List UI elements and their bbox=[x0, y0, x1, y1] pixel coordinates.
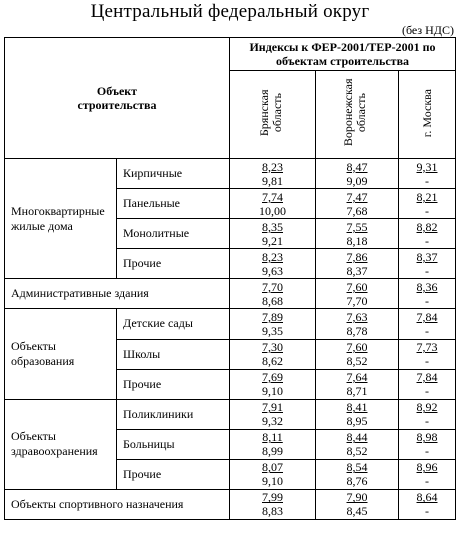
index-value-cell bbox=[316, 459, 399, 489]
index-value-bottom: - bbox=[425, 444, 429, 459]
index-value-bottom: 8,52 bbox=[346, 444, 368, 459]
subtype-cell bbox=[117, 429, 230, 459]
region-label-voronezh: Воронежская область bbox=[341, 78, 368, 147]
object-name-cell bbox=[5, 159, 117, 279]
index-value-top: 7,99 bbox=[262, 490, 283, 505]
header-object-label: Объект строительства bbox=[77, 84, 157, 113]
subtype-label: Прочие bbox=[123, 466, 162, 481]
index-value-top: 7,47 bbox=[346, 189, 368, 204]
index-value-bottom: 8,99 bbox=[262, 444, 283, 459]
object-name-cell bbox=[5, 279, 230, 309]
subtype-cell bbox=[117, 159, 230, 189]
index-value-bottom: 7,68 bbox=[346, 203, 368, 218]
index-value-bottom: - bbox=[425, 263, 429, 278]
index-value-cell bbox=[399, 489, 456, 519]
index-value-cell bbox=[230, 309, 316, 339]
index-value-top: 9,31 bbox=[416, 159, 438, 174]
index-value-bottom: 7,70 bbox=[346, 293, 368, 308]
index-value-pair bbox=[316, 249, 398, 278]
index-value-cell bbox=[316, 429, 399, 459]
index-value-pair bbox=[316, 460, 398, 489]
subtype-cell bbox=[117, 189, 230, 219]
index-value-top: 8,54 bbox=[346, 460, 368, 475]
index-value-top: 8,37 bbox=[416, 249, 438, 264]
index-value-cell bbox=[399, 189, 456, 219]
index-value-bottom: - bbox=[425, 173, 429, 188]
index-value-pair bbox=[399, 309, 455, 338]
index-value-cell bbox=[230, 369, 316, 399]
index-value-pair bbox=[230, 490, 315, 519]
object-name: Многоквартирные жилые дома bbox=[11, 203, 105, 233]
object-name: Объекты образования bbox=[11, 339, 75, 369]
index-value-bottom: 8,68 bbox=[262, 293, 283, 308]
index-value-top: 8,35 bbox=[262, 219, 283, 234]
index-value-cell bbox=[399, 369, 456, 399]
index-value-bottom: 8,83 bbox=[262, 504, 283, 519]
index-value-bottom: - bbox=[425, 474, 429, 489]
header-row bbox=[5, 38, 456, 71]
index-value-top: 8,23 bbox=[262, 159, 283, 174]
region-header-voronezh bbox=[316, 71, 399, 159]
index-value-cell bbox=[230, 399, 316, 429]
index-value-cell bbox=[316, 369, 399, 399]
index-value-pair bbox=[230, 400, 315, 429]
subtype-label: Поликлиники bbox=[123, 406, 194, 421]
subtype-cell bbox=[117, 219, 230, 249]
subtype-label: Школы bbox=[123, 346, 161, 361]
subtype-label: Детские сады bbox=[123, 316, 193, 331]
index-value-cell bbox=[316, 189, 399, 219]
index-value-bottom: 8,76 bbox=[346, 474, 368, 489]
index-value-top: 7,63 bbox=[346, 309, 368, 324]
index-value-top: 7,91 bbox=[262, 400, 283, 415]
table-row bbox=[5, 309, 456, 339]
index-value-top: 7,84 bbox=[416, 370, 438, 385]
vat-note: (без НДС) bbox=[401, 23, 454, 37]
index-value-bottom: 9,35 bbox=[262, 323, 283, 338]
index-value-cell bbox=[316, 159, 399, 189]
subtype-label: Монолитные bbox=[123, 226, 190, 241]
index-value-bottom: 8,52 bbox=[346, 354, 368, 369]
table-row bbox=[5, 159, 456, 189]
index-value-top: 8,64 bbox=[416, 490, 438, 505]
region-label-moscow: г. Москва bbox=[419, 88, 434, 137]
index-value-cell bbox=[230, 279, 316, 309]
index-value-top: 8,11 bbox=[262, 430, 283, 445]
index-value-top: 8,92 bbox=[416, 400, 438, 415]
subtype-label: Больницы bbox=[123, 436, 175, 451]
index-value-bottom: 9,10 bbox=[262, 474, 283, 489]
index-value-pair bbox=[399, 159, 455, 188]
index-value-pair bbox=[316, 159, 398, 188]
index-value-pair bbox=[399, 370, 455, 399]
object-name-cell bbox=[5, 489, 230, 519]
index-value-cell bbox=[230, 459, 316, 489]
index-value-pair bbox=[316, 340, 398, 369]
index-value-top: 7,30 bbox=[262, 340, 283, 355]
index-value-bottom: 9,32 bbox=[262, 414, 283, 429]
index-value-pair bbox=[230, 309, 315, 338]
index-value-top: 7,70 bbox=[262, 279, 283, 294]
index-value-bottom: - bbox=[425, 203, 429, 218]
index-value-cell bbox=[399, 339, 456, 369]
index-value-pair bbox=[399, 219, 455, 248]
index-value-cell bbox=[399, 219, 456, 249]
index-value-cell bbox=[316, 279, 399, 309]
index-value-pair bbox=[230, 189, 315, 218]
index-value-pair bbox=[230, 460, 315, 489]
index-value-cell bbox=[316, 249, 399, 279]
subtype-cell bbox=[117, 399, 230, 429]
index-value-top: 8,41 bbox=[346, 400, 368, 415]
index-value-cell bbox=[316, 219, 399, 249]
subtype-label: Прочие bbox=[123, 256, 162, 271]
index-value-top: 7,69 bbox=[262, 370, 283, 385]
index-value-bottom: 8,71 bbox=[346, 384, 368, 399]
subtype-cell bbox=[117, 459, 230, 489]
index-value-top: 7,74 bbox=[262, 189, 283, 204]
object-name: Административные здания bbox=[11, 286, 149, 301]
index-value-bottom: - bbox=[425, 354, 429, 369]
index-value-top: 8,82 bbox=[416, 219, 438, 234]
table-row bbox=[5, 399, 456, 429]
header-object-cell bbox=[5, 38, 230, 159]
index-value-cell bbox=[230, 219, 316, 249]
index-value-pair bbox=[230, 219, 315, 248]
index-value-bottom: 8,78 bbox=[346, 323, 368, 338]
index-value-pair bbox=[316, 219, 398, 248]
index-value-bottom: - bbox=[425, 504, 429, 519]
index-value-cell bbox=[230, 489, 316, 519]
index-value-pair bbox=[316, 309, 398, 338]
index-value-pair bbox=[316, 430, 398, 459]
index-value-cell bbox=[316, 339, 399, 369]
index-value-bottom: 8,62 bbox=[262, 354, 283, 369]
object-name: Объекты здравоохранения bbox=[11, 429, 98, 459]
region-header-moscow bbox=[399, 71, 456, 159]
object-name-cell bbox=[5, 399, 117, 489]
index-value-top: 7,90 bbox=[346, 490, 368, 505]
index-value-top: 7,60 bbox=[346, 279, 368, 294]
index-value-cell bbox=[230, 159, 316, 189]
index-value-cell bbox=[399, 249, 456, 279]
header-indices-cell bbox=[230, 38, 456, 71]
index-value-pair bbox=[230, 370, 315, 399]
index-value-top: 8,47 bbox=[346, 159, 368, 174]
subtype-cell bbox=[117, 249, 230, 279]
index-value-cell bbox=[399, 159, 456, 189]
index-value-bottom: 9,63 bbox=[262, 263, 283, 278]
index-value-bottom: - bbox=[425, 384, 429, 399]
index-value-top: 7,64 bbox=[346, 370, 368, 385]
index-value-bottom: 9,21 bbox=[262, 233, 283, 248]
index-value-pair bbox=[230, 249, 315, 278]
index-value-top: 8,96 bbox=[416, 460, 438, 475]
object-name: Объекты спортивного назначения bbox=[11, 496, 184, 511]
object-name-cell bbox=[5, 309, 117, 399]
index-value-cell bbox=[399, 459, 456, 489]
index-value-pair bbox=[399, 279, 455, 308]
index-value-bottom: 10,00 bbox=[259, 203, 286, 218]
subtype-cell bbox=[117, 339, 230, 369]
header-indices-label: Индексы к ФЕР-2001/ТЕР-2001 по объектам строительства bbox=[249, 40, 436, 69]
index-value-cell bbox=[316, 399, 399, 429]
index-value-top: 8,36 bbox=[416, 279, 438, 294]
index-value-cell bbox=[399, 399, 456, 429]
index-value-bottom: - bbox=[425, 323, 429, 338]
index-value-pair bbox=[399, 460, 455, 489]
index-value-top: 8,98 bbox=[416, 430, 438, 445]
index-value-bottom: - bbox=[425, 293, 429, 308]
index-value-bottom: 8,45 bbox=[346, 504, 368, 519]
index-value-pair bbox=[316, 189, 398, 218]
index-value-top: 8,23 bbox=[262, 249, 283, 264]
index-value-bottom: - bbox=[425, 414, 429, 429]
index-value-cell bbox=[316, 309, 399, 339]
index-value-top: 8,21 bbox=[416, 189, 438, 204]
index-value-bottom: 8,37 bbox=[346, 263, 368, 278]
index-value-pair bbox=[399, 189, 455, 218]
index-value-cell bbox=[230, 429, 316, 459]
index-value-pair bbox=[399, 340, 455, 369]
index-value-cell bbox=[230, 339, 316, 369]
index-value-bottom: 9,10 bbox=[262, 384, 283, 399]
index-value-top: 7,89 bbox=[262, 309, 283, 324]
index-value-top: 7,84 bbox=[416, 309, 438, 324]
index-value-cell bbox=[399, 309, 456, 339]
index-value-cell bbox=[230, 249, 316, 279]
index-value-pair bbox=[316, 400, 398, 429]
index-value-pair bbox=[316, 370, 398, 399]
index-table bbox=[4, 37, 456, 520]
index-value-cell bbox=[316, 489, 399, 519]
index-value-pair bbox=[316, 490, 398, 519]
table-row bbox=[5, 489, 456, 519]
table-row bbox=[5, 279, 456, 309]
index-value-pair bbox=[230, 279, 315, 308]
index-value-pair bbox=[230, 430, 315, 459]
index-value-pair bbox=[399, 249, 455, 278]
index-value-top: 8,07 bbox=[262, 460, 283, 475]
index-value-bottom: 9,09 bbox=[346, 173, 368, 188]
subtype-label: Кирпичные bbox=[123, 166, 183, 181]
region-header-bryansk bbox=[230, 71, 316, 159]
index-value-pair bbox=[316, 279, 398, 308]
page-title: Центральный федеральный округ bbox=[90, 1, 370, 22]
index-value-cell bbox=[399, 279, 456, 309]
index-value-top: 8,44 bbox=[346, 430, 368, 445]
subtype-cell bbox=[117, 369, 230, 399]
index-value-top: 7,55 bbox=[346, 219, 368, 234]
index-value-pair bbox=[230, 159, 315, 188]
region-label-bryansk: Брянская область bbox=[256, 89, 284, 136]
index-value-bottom: - bbox=[425, 233, 429, 248]
index-value-bottom: 8,95 bbox=[346, 414, 368, 429]
subtype-label: Панельные bbox=[123, 196, 181, 211]
index-value-top: 7,86 bbox=[346, 249, 368, 264]
index-value-cell bbox=[399, 429, 456, 459]
index-value-pair bbox=[399, 490, 455, 519]
index-value-pair bbox=[399, 430, 455, 459]
index-value-top: 7,73 bbox=[416, 340, 438, 355]
index-value-cell bbox=[230, 189, 316, 219]
index-value-pair bbox=[230, 340, 315, 369]
index-value-top: 7,60 bbox=[346, 340, 368, 355]
index-value-bottom: 8,18 bbox=[346, 233, 368, 248]
subtype-cell bbox=[117, 309, 230, 339]
subtype-label: Прочие bbox=[123, 376, 162, 391]
index-value-pair bbox=[399, 400, 455, 429]
index-value-bottom: 9,81 bbox=[262, 173, 283, 188]
